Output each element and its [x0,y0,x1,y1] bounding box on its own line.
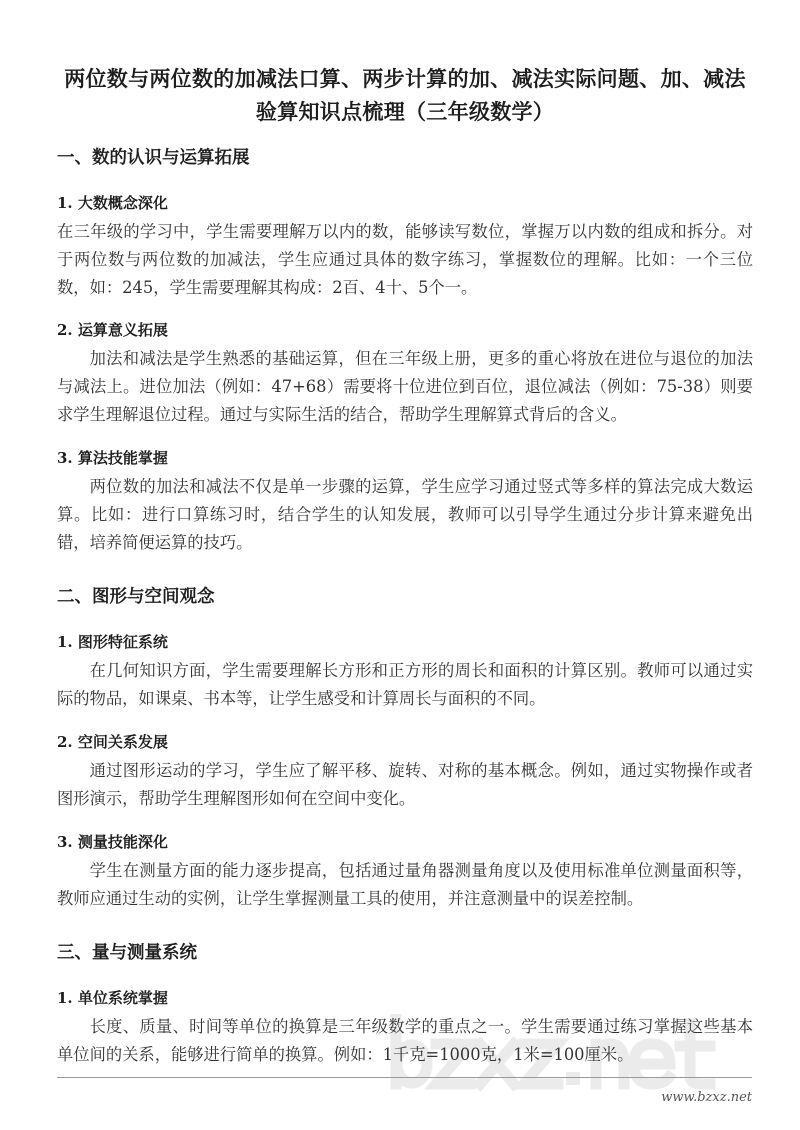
subsection-heading: 3. 测量技能深化 [57,833,168,851]
section-heading: 三、量与测量系统 [57,943,197,963]
paragraph: 在几何知识方面，学生需要理解长方形和正方形的周长和面积的计算区别。教师可以通过实际的物品，如课桌、书本等，让学生感受和计算周长与面积的不同。 [57,661,753,708]
footer-url: www.bzxz.net [661,1090,752,1105]
subsection-heading: 1. 图形特征系统 [57,633,168,651]
section-heading: 一、数的认识与运算拓展 [57,148,250,168]
document-page [57,0,753,1069]
subsection-heading: 3. 算法技能掌握 [57,449,168,467]
subsection-heading: 2. 运算意义拓展 [57,321,168,339]
paragraph: 长度、质量、时间等单位的换算是三年级数学的重点之一。学生需要通过练习掌握这些基本单位间的关系，能够进行简单的换算。例如：1千克=1000克，1米=100厘米。 [57,1017,753,1064]
paragraph: 两位数的加法和减法不仅是单一步骤的运算，学生应学习通过竖式等多样的算法完成大数运算。比如：进行口算练习时，结合学生的认知发展，教师可以引导学生通过分步计算来避免出错，培养简便运算的技巧。 [57,477,753,552]
subsection-heading: 1. 大数概念深化 [57,194,168,212]
footer-divider [57,1077,752,1078]
paragraph: 加法和减法是学生熟悉的基础运算，但在三年级上册，更多的重心将放在进位与退位的加法与减法上。进位加法（例如：47+68）需要将十位进位到百位，退位减法（例如：75-38）则要求学生理解退位过程。通过与实际生活的结合，帮助学生理解算式背后的含义。 [57,349,753,424]
section-heading: 二、图形与空间观念 [57,587,215,607]
paragraph: 通过图形运动的学习，学生应了解平移、旋转、对称的基本概念。例如，通过实物操作或者图形演示，帮助学生理解图形如何在空间中变化。 [57,761,753,808]
subsection-heading: 2. 空间关系发展 [57,733,168,751]
paragraph: 学生在测量方面的能力逐步提高，包括通过量角器测量角度以及使用标准单位测量面积等，教师应通过生动的实例，让学生掌握测量工具的使用，并注意测量中的误差控制。 [57,861,753,908]
document-title: 两位数与两位数的加减法口算、两步计算的加、减法实际问题、加、减法验算知识点梳理（三年级数学） [64,66,746,124]
paragraph: 在三年级的学习中，学生需要理解万以内的数，能够读写数位，掌握万以内数的组成和拆分。对于两位数与两位数的加减法，学生应通过具体的数字练习，掌握数位的理解。比如：一个三位数，如：245，学生需要理解其构成：2百、4十、5个一。 [57,222,753,297]
subsection-heading: 1. 单位系统掌握 [57,989,168,1007]
